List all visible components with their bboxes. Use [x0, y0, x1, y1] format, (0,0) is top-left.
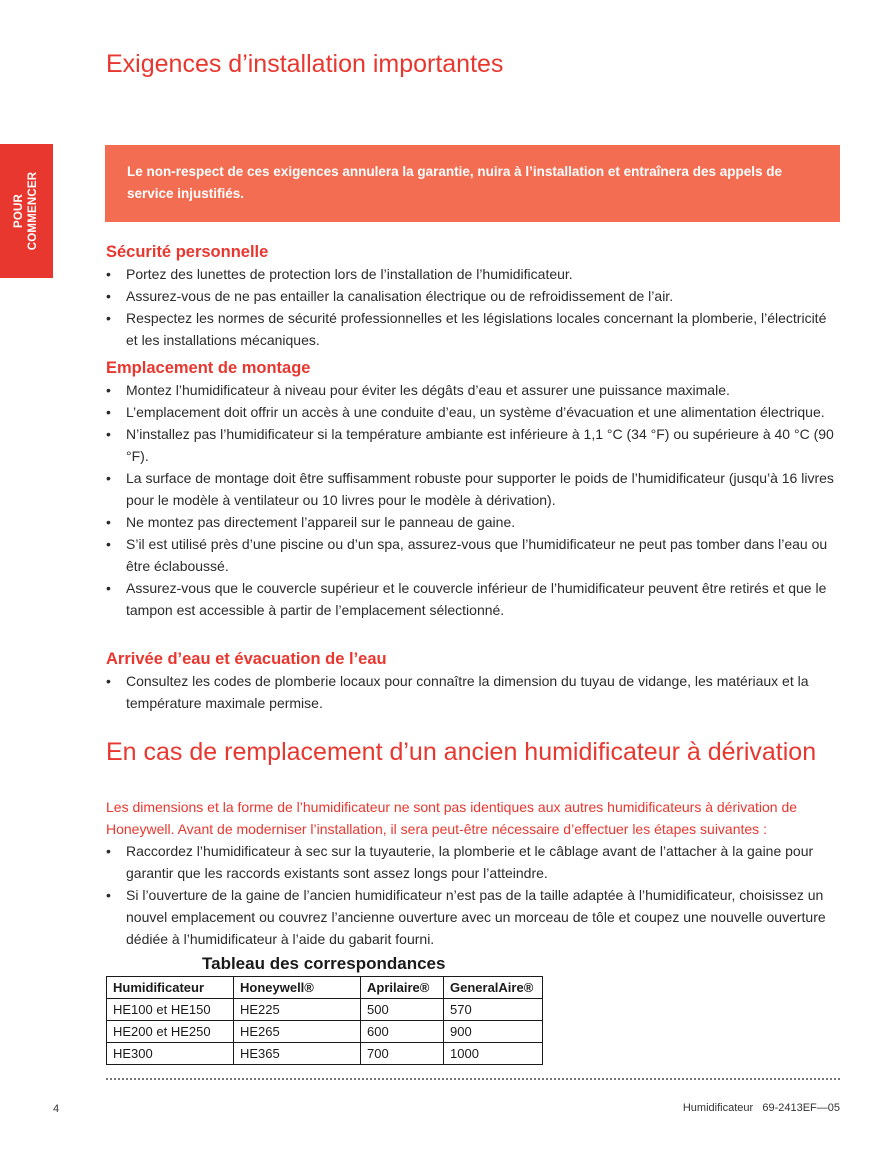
- correspondence-table: [106, 976, 543, 1065]
- table-cell: HE225: [234, 999, 361, 1021]
- table-cell: 1000: [444, 1043, 543, 1065]
- bullet-list: [106, 840, 840, 950]
- table-row: [107, 1043, 543, 1065]
- table-row: [107, 1021, 543, 1043]
- list-item: • Ne montez pas directement l’appareil sur le panneau de gaine.: [106, 511, 840, 533]
- table-cell: HE265: [234, 1021, 361, 1043]
- section-water-supply: [106, 648, 840, 714]
- section-tab-label: [13, 172, 41, 250]
- table-cell: 600: [361, 1021, 444, 1043]
- table-header-cell: Honeywell®: [234, 977, 361, 999]
- replacement-title: En cas de remplacement d’un ancien humidificateur à dérivation: [106, 738, 817, 766]
- list-item: • Respectez les normes de sécurité professionnelles et les législations locales concernant la plomberie, l’électricité et les installations mécaniques.: [106, 307, 840, 351]
- page-number: 4: [53, 1103, 60, 1115]
- list-item: • Assurez-vous de ne pas entailler la canalisation électrique ou de refroidissement de l’air.: [106, 285, 840, 307]
- table-cell: HE100 et HE150: [107, 999, 234, 1021]
- section-heading: Sécurité personnelle: [106, 243, 269, 261]
- table-cell: 900: [444, 1021, 543, 1043]
- section-heading: Arrivée d’eau et évacuation de l’eau: [106, 650, 387, 668]
- section-heading: Emplacement de montage: [106, 359, 311, 377]
- list-item: • Consultez les codes de plomberie locaux pour connaître la dimension du tuyau de vidange, les matériaux et la température maximale permise.: [106, 670, 840, 714]
- bullet-list: [106, 263, 840, 351]
- table-title: Tableau des correspondances: [202, 954, 446, 973]
- table-cell: 570: [444, 999, 543, 1021]
- section-tab: [0, 144, 53, 278]
- table-row: [107, 999, 543, 1021]
- list-item: • Si l’ouverture de la gaine de l’ancien humidificateur n’est pas de la taille adaptée à l’humidificateur, choisissez un nouvel emplacement ou couvrez l’ancienne ouverture avec un morceau de tôle et coupez une nouvelle ouverture dédiée à l’humidificateur à l’aide du gabarit fourni.: [106, 884, 840, 950]
- bullet-list: [106, 379, 840, 621]
- bullet-list: [106, 670, 840, 714]
- warning-box: Le non-respect de ces exigences annulera la garantie, nuira à l’installation et entraînera des appels de service injustifiés.: [105, 145, 840, 222]
- document-reference: Humidificateur 69-2413EF—05: [682, 1102, 840, 1114]
- section-tab-line1: POUR: [13, 193, 26, 229]
- list-item: • Assurez-vous que le couvercle supérieur et le couvercle inférieur de l’humidificateur peuvent être retirés et que le tampon est accessible à partir de l’emplacement sélectionné.: [106, 577, 840, 621]
- list-item: • La surface de montage doit être suffisamment robuste pour supporter le poids de l’humidificateur (jusqu’à 16 livres pour le modèle à ventilateur ou 10 livres pour le modèle à dérivation).: [106, 467, 840, 511]
- list-item: • N’installez pas l’humidificateur si la température ambiante est inférieure à 1,1 °C (34 °F) ou supérieure à 40 °C (90 °F).: [106, 423, 840, 467]
- footer-divider: [106, 1078, 840, 1080]
- table-cell: 700: [361, 1043, 444, 1065]
- table-cell: HE200 et HE250: [107, 1021, 234, 1043]
- list-item: • Raccordez l’humidificateur à sec sur la tuyauterie, la plomberie et le câblage avant de l’attacher à la gaine pour garantir que les raccords existants sont assez longs pour l’atteindre.: [106, 840, 840, 884]
- list-item: • L’emplacement doit offrir un accès à une conduite d’eau, un système d’évacuation et une alimentation électrique.: [106, 401, 840, 423]
- table-cell: HE365: [234, 1043, 361, 1065]
- section-personal-safety: [106, 241, 840, 351]
- section-mounting-location: [106, 357, 840, 621]
- section-tab-line2: COMMENCER: [27, 171, 40, 251]
- replacement-intro: Les dimensions et la forme de l’humidificateur ne sont pas identiques aux autres humidificateurs à dérivation de Honeywell. Avant de moderniser l’installation, il sera peut-être nécessaire d’effectuer les étapes suivantes :: [106, 799, 798, 837]
- page-title: Exigences d’installation importantes: [106, 50, 504, 78]
- table-header-row: [107, 977, 543, 999]
- table-cell: HE300: [107, 1043, 234, 1065]
- table-header-cell: Humidificateur: [107, 977, 234, 999]
- table-header-cell: Aprilaire®: [361, 977, 444, 999]
- table-cell: 500: [361, 999, 444, 1021]
- list-item: • Portez des lunettes de protection lors de l’installation de l’humidificateur.: [106, 263, 840, 285]
- replacement-section: [106, 796, 840, 950]
- list-item: • Montez l’humidificateur à niveau pour éviter les dégâts d’eau et assurer une puissance maximale.: [106, 379, 840, 401]
- list-item: • S’il est utilisé près d’une piscine ou d’un spa, assurez-vous que l’humidificateur ne peut pas tomber dans l’eau ou être éclaboussé.: [106, 533, 840, 577]
- table-header-cell: GeneralAire®: [444, 977, 543, 999]
